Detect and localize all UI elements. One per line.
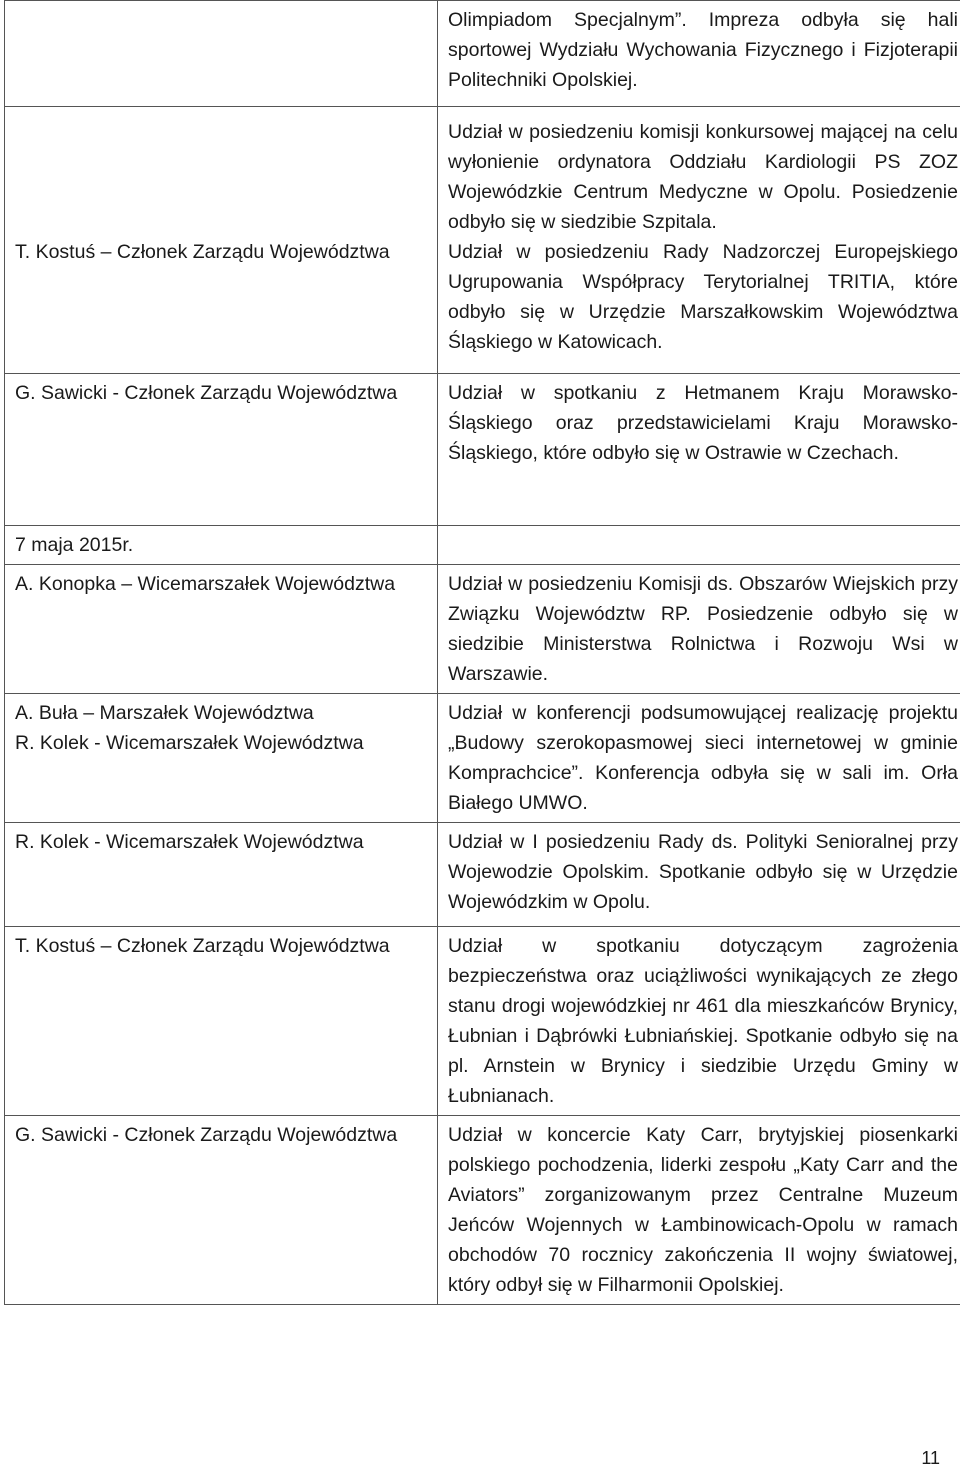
date-row — [5, 526, 960, 565]
activity-cell: Udział w konferencji podsumowującej realizację projektu „Budowy szerokopasmowej sieci internetowej w gminie Komprachcice”. Konferencja odbyła się w sali im. Orła Białego UMWO. — [438, 694, 960, 823]
table-row — [5, 1116, 960, 1305]
activity-cell: Olimpiadom Specjalnym”. Impreza odbyła się hali sportowej Wydziału Wychowania Fizycznego i Fizjoterapii Politechniki Opolskiej. — [438, 1, 960, 107]
empty-cell — [438, 526, 960, 565]
person-name: R. Kolek - Wicemarszałek Województwa — [15, 732, 364, 754]
activity-cell: Udział w posiedzeniu Rady Nadzorczej Europejskiego Ugrupowania Współpracy Terytorialnej TRITIA, które odbyło się w Urzędzie Marszałkowskim Województwa Śląskiego w Katowicach. — [438, 237, 960, 374]
table-row — [5, 237, 960, 374]
person-cell: G. Sawicki - Członek Zarządu Województwa — [5, 374, 438, 526]
activity-cell: Udział w I posiedzeniu Rady ds. Polityki Senioralnej przy Wojewodzie Opolskim. Spotkanie odbyło się w Urzędzie Wojewódzkim w Opolu. — [438, 823, 960, 927]
table-row — [5, 565, 960, 694]
activity-cell: Udział w koncercie Katy Carr, brytyjskiej piosenkarki polskiego pochodzenia, liderki zespołu „Katy Carr and the Aviators” zorganizowanym przez Centralne Muzeum Jeńców Wojennych w Łambinowicach-Opolu w ramach obchodów 70 rocznicy zakończenia II wojny światowej, który odbył się w Filharmonii Opolskiej. — [438, 1116, 960, 1305]
table-row — [5, 107, 960, 238]
person-cell — [5, 107, 438, 238]
person-name: A. Buła – Marszałek Województwa — [15, 702, 314, 724]
person-cell — [5, 1, 438, 107]
person-cell: T. Kostuś – Członek Zarządu Województwa — [5, 927, 438, 1116]
table-row — [5, 694, 960, 823]
person-cell — [5, 694, 438, 823]
activity-cell: Udział w spotkaniu z Hetmanem Kraju Morawsko-Śląskiego oraz przedstawicielami Kraju Morawsko-Śląskiego, które odbyło się w Ostrawie w Czechach. — [438, 374, 960, 526]
activity-cell: Udział w spotkaniu dotyczącym zagrożenia bezpieczeństwa oraz uciążliwości wynikających ze złego stanu drogi wojewódzkiej nr 461 dla mieszkańców Brynicy, Łubnian i Dąbrówki Łubniańskiej. Spotkanie odbyło się na pl. Arnstein w Brynicy i siedzibie Urzędu Gminy w Łubnianach. — [438, 927, 960, 1116]
page-number: 11 — [921, 1448, 940, 1468]
schedule-table — [4, 0, 960, 1305]
activity-cell: Udział w posiedzeniu komisji konkursowej mającej na celu wyłonienie ordynatora Oddziału Kardiologii PS ZOZ Wojewódzkie Centrum Medyczne w Opolu. Posiedzenie odbyło się w siedzibie Szpitala. — [438, 107, 960, 238]
table-row — [5, 823, 960, 927]
person-cell: T. Kostuś – Członek Zarządu Województwa — [5, 237, 438, 374]
person-cell: G. Sawicki - Członek Zarządu Województwa — [5, 1116, 438, 1305]
activity-cell: Udział w posiedzeniu Komisji ds. Obszarów Wiejskich przy Związku Województw RP. Posiedzenie odbyło się w siedzibie Ministerstwa Rolnictwa i Rozwoju Wsi w Warszawie. — [438, 565, 960, 694]
date-heading: 7 maja 2015r. — [5, 526, 438, 565]
table-row — [5, 374, 960, 526]
table-row — [5, 927, 960, 1116]
person-cell: R. Kolek - Wicemarszałek Województwa — [5, 823, 438, 927]
person-cell: A. Konopka – Wicemarszałek Województwa — [5, 565, 438, 694]
table-row — [5, 1, 960, 107]
